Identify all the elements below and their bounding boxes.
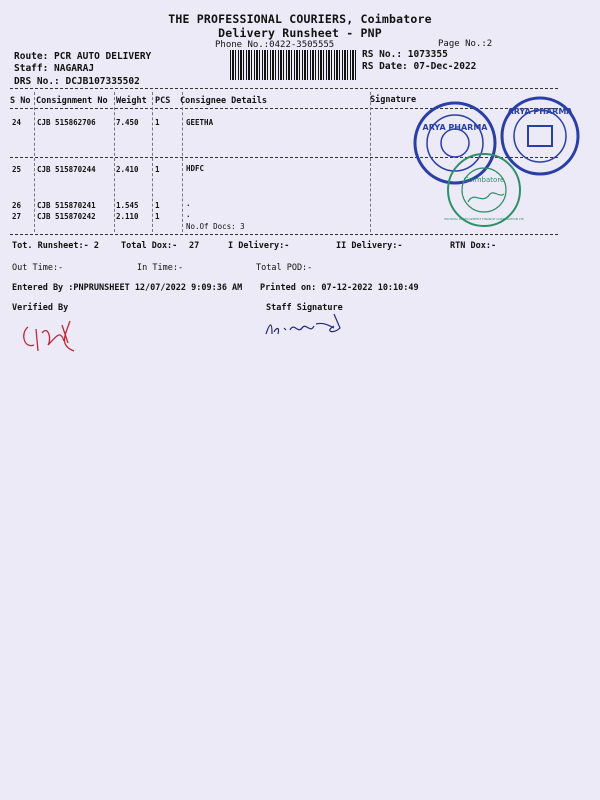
staff-signature-label: Staff Signature <box>266 303 343 313</box>
row-consignment: CJB 515862706 <box>37 118 96 127</box>
row-consignee: . <box>186 199 191 208</box>
rs-number: RS No.: 1073355 <box>362 49 448 60</box>
no-of-docs: No.Of Docs: 3 <box>186 222 245 231</box>
phone-number: Phone No.:0422-3505555 <box>215 40 335 50</box>
in-time: In Time:- <box>137 263 184 273</box>
row-pcs: 1 <box>155 201 160 210</box>
page-number: Page No.:2 <box>438 39 493 49</box>
col-header-weight: Weight <box>116 96 147 106</box>
runsheet-title: Delivery Runsheet - PNP <box>218 26 382 40</box>
stamp-right-text: ARYA PHARMA <box>507 107 573 116</box>
col-divider <box>152 92 153 232</box>
col-header-sno: S No <box>10 96 31 106</box>
col-header-pcs: PCS <box>155 96 171 106</box>
entered-by: Entered By :PNPRUNSHEET 12/07/2022 9:09:36 AM <box>12 283 243 293</box>
row-pcs: 1 <box>155 165 160 174</box>
col-divider <box>34 92 35 232</box>
table-top-rule <box>10 88 558 89</box>
col-divider <box>114 92 115 232</box>
rtn-dox: RTN Dox:- <box>450 241 497 251</box>
total-pod: Total POD:- <box>256 263 313 273</box>
verified-signature <box>18 315 83 357</box>
printed-on: Printed on: 07-12-2022 10:10:49 <box>260 283 419 293</box>
row-consignee: . <box>186 210 191 219</box>
stamp-left-text: ARYA PHARMA <box>422 123 488 132</box>
route: Route: PCR AUTO DELIVERY <box>14 51 152 62</box>
hdfc-stamp-city: Coimbatore <box>463 176 505 184</box>
col-header-consignee: Consignee Details <box>180 96 267 106</box>
barcode <box>230 50 356 80</box>
row-weight: 1.545 <box>116 201 139 210</box>
staff-signature <box>264 308 354 340</box>
table-bottom-rule <box>10 234 558 235</box>
rs-date: RS Date: 07-Dec-2022 <box>362 61 477 72</box>
ii-delivery: II Delivery:- <box>336 241 403 251</box>
col-divider <box>182 92 183 232</box>
col-header-signature: Signature <box>370 95 417 105</box>
out-time: Out Time:- <box>12 263 64 273</box>
col-divider <box>370 92 371 232</box>
row-weight: 2.110 <box>116 212 139 221</box>
row-pcs: 1 <box>155 212 160 221</box>
row-weight: 7.450 <box>116 118 139 127</box>
col-header-consignment: Consignment No <box>36 96 108 106</box>
row-consignment: CJB 515870244 <box>37 165 96 174</box>
i-delivery: I Delivery:- <box>228 241 290 251</box>
row-sno: 25 <box>12 165 22 174</box>
total-dox-value: 27 <box>189 241 200 251</box>
staff-name: Staff: NAGARAJ <box>14 63 95 74</box>
total-runsheet: Tot. Runsheet:- 2 <box>12 241 99 251</box>
row-consignee: HDFC <box>186 164 205 173</box>
row-pcs: 1 <box>155 118 160 127</box>
hdfc-stamp <box>444 150 524 230</box>
row-weight: 2.410 <box>116 165 139 174</box>
row-sno: 27 <box>12 212 22 221</box>
row-consignment: CJB 515870242 <box>37 212 96 221</box>
row-sno: 24 <box>12 118 22 127</box>
total-dox-label: Total Dox:- <box>121 241 178 251</box>
verified-by: Verified By <box>12 303 69 313</box>
row-consignee: GEETHA <box>186 118 214 127</box>
hdfc-stamp-text: HOUSING DEVELOPMENT FINANCE CORPORATION LTD <box>444 217 524 221</box>
drs-number: DRS No.: DCJB107335502 <box>14 76 140 87</box>
company-name: THE PROFESSIONAL COURIERS, Coimbatore <box>168 12 432 26</box>
row-consignment: CJB 515870241 <box>37 201 96 210</box>
row-sno: 26 <box>12 201 22 210</box>
